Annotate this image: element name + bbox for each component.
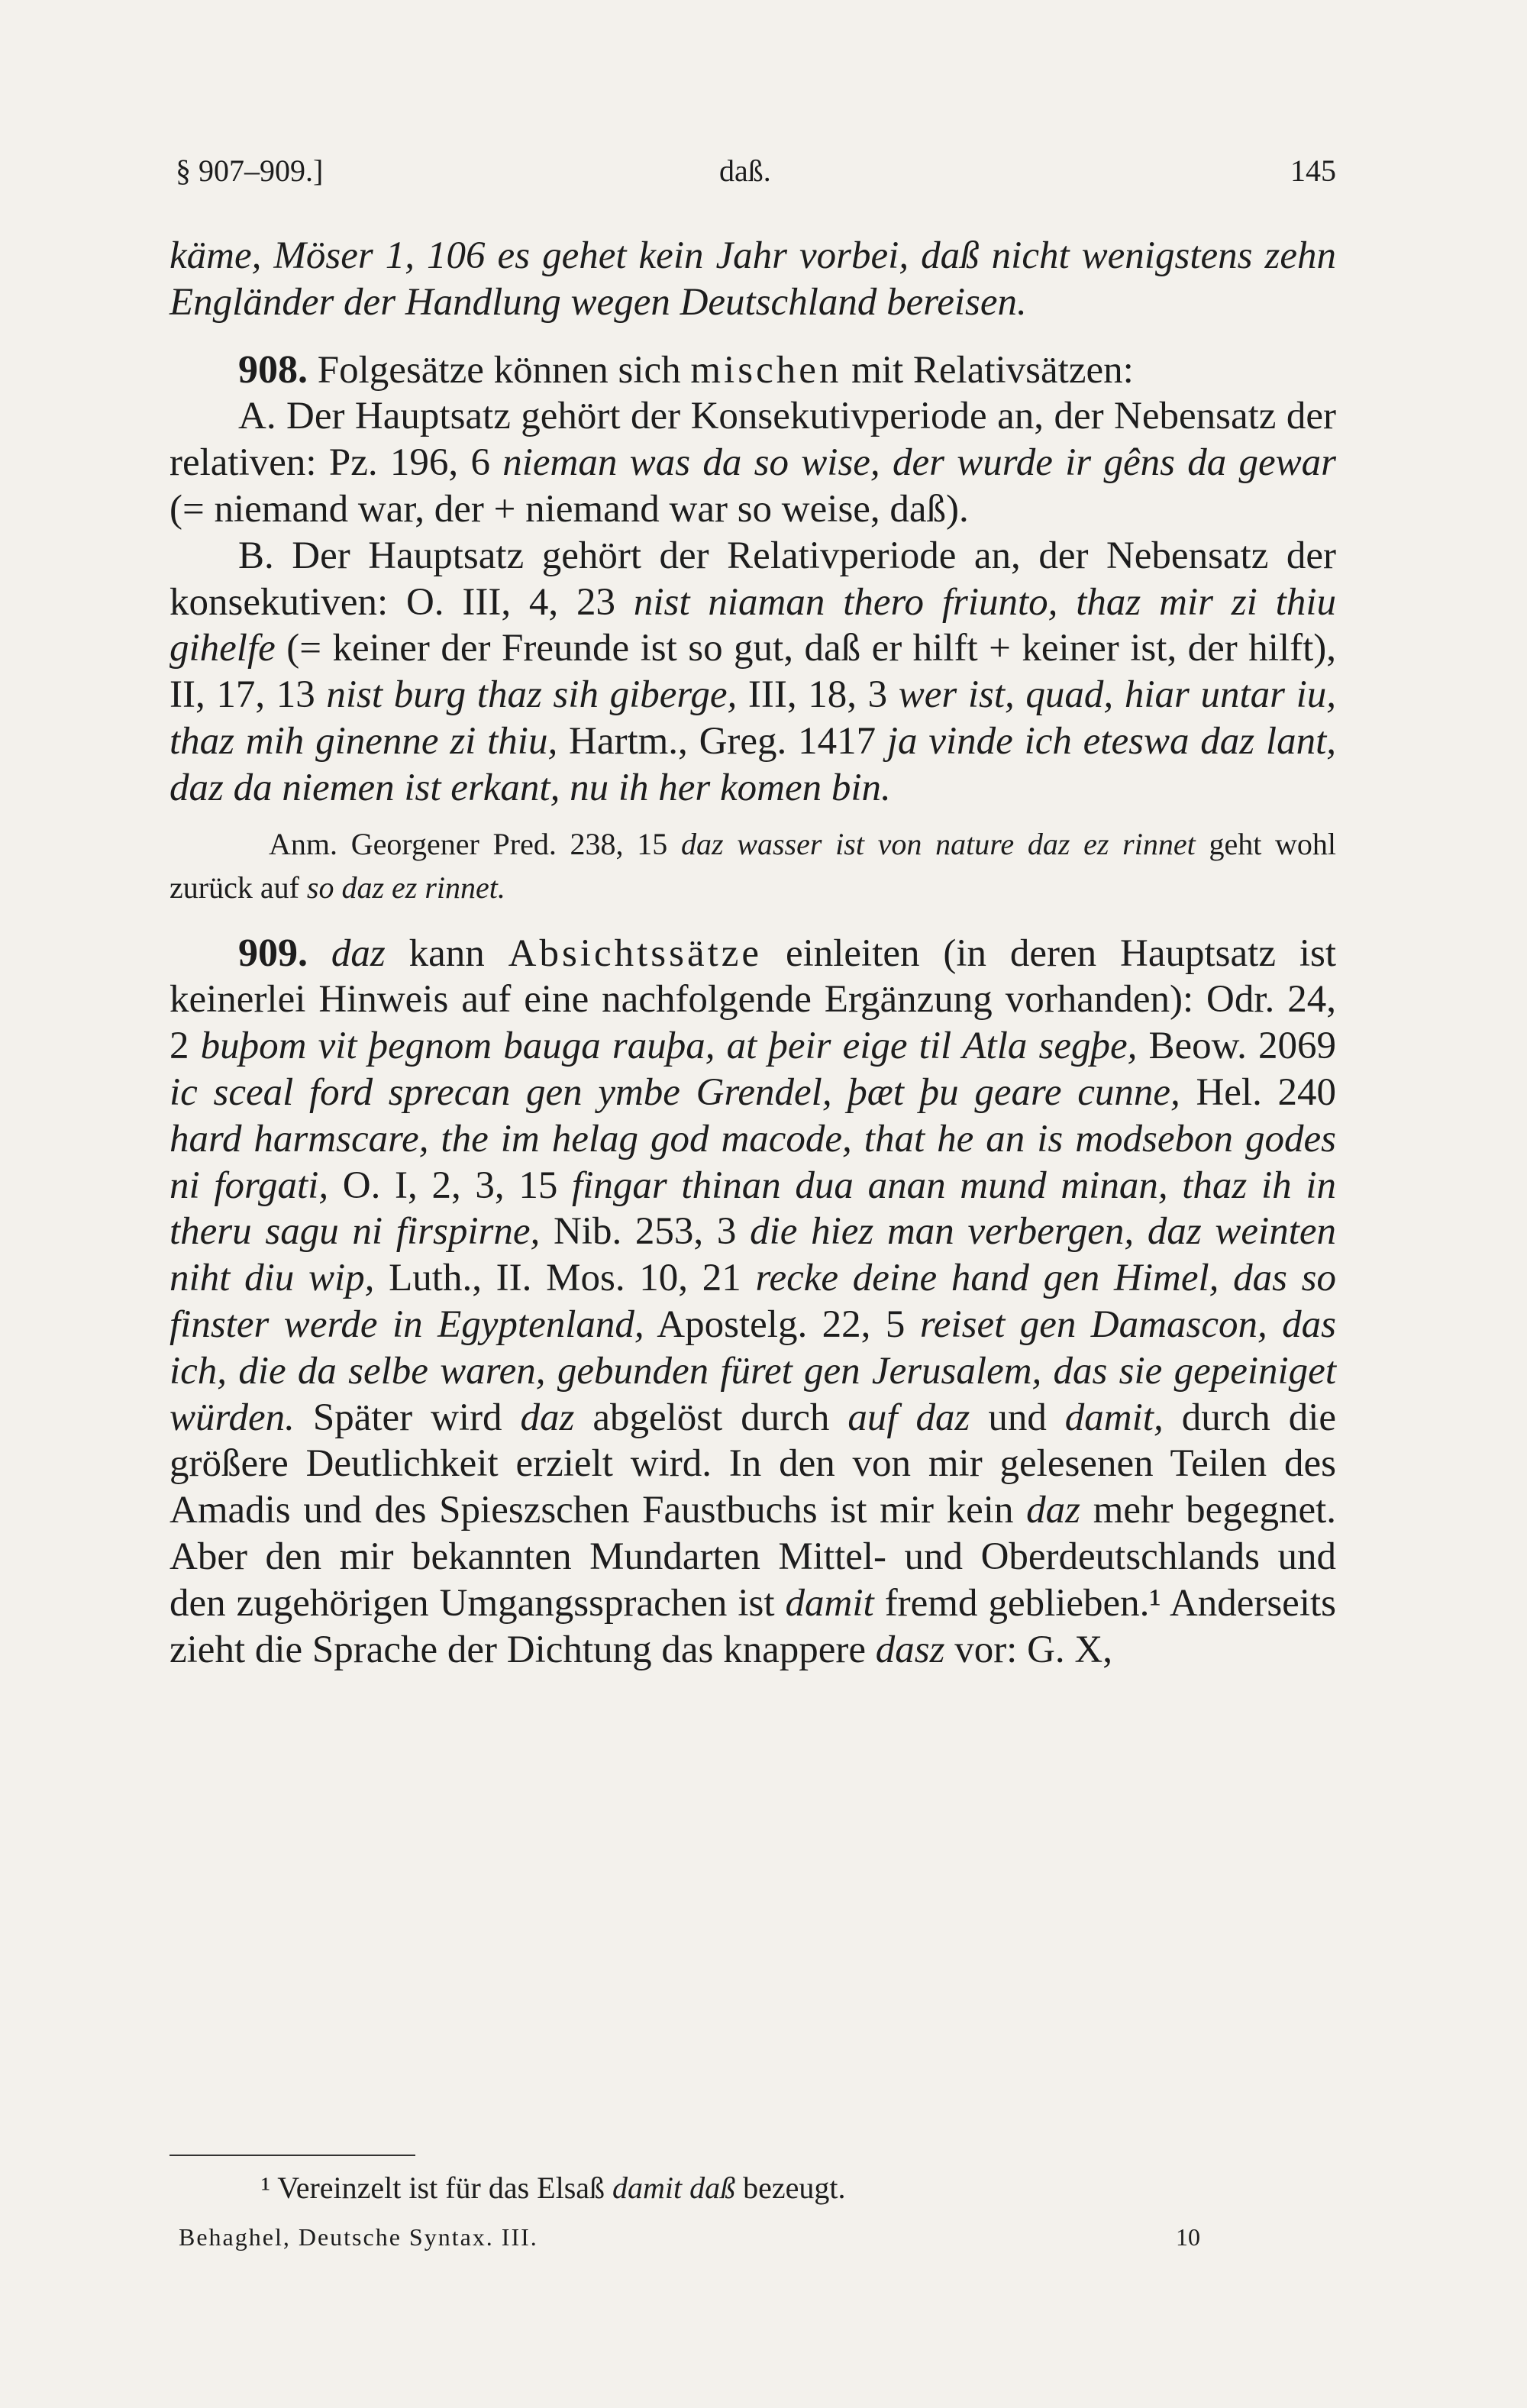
- sheet-number: 10: [1176, 2223, 1200, 2251]
- quote-span: die hiez man verbergen, daz weinten niht diu wip,: [169, 1210, 1337, 1300]
- text-span: fremd geblieben.¹ Anderseits zieht die Sprache der Dichtung das knappere: [169, 1581, 1337, 1671]
- quote-span: ja vinde ich eteswa daz lant, daz da niemen ist erkant, nu ih her komen bin.: [169, 719, 1336, 809]
- quote-span: buþom vit þegnom bauga rauþa, at þeir eige til Atla segþe,: [200, 1025, 1138, 1068]
- paragraph-908: [169, 347, 1336, 394]
- paragraph-908-a: [169, 393, 1336, 532]
- running-head-keyword: daß.: [719, 153, 771, 188]
- quote-span: wer ist, quad, hiar untar iu, thaz mih ginenne zi thiu,: [169, 673, 1337, 763]
- text-span: B. Der Hauptsatz gehört der Relativperiode an, der Nebensatz der konsekutiven: O. III, 4, 23: [169, 534, 1336, 624]
- text-span: Beow. 2069: [1148, 1025, 1337, 1068]
- quote-span: so daz ez rinnet.: [306, 870, 505, 905]
- text-span: Hartm., Greg. 1417: [569, 719, 876, 763]
- spaced-emphasis: mischen: [690, 348, 842, 392]
- text-span: kann: [408, 931, 485, 975]
- spaced-emphasis: Absichtssätze: [508, 931, 763, 975]
- printer-signature: [169, 2223, 1336, 2261]
- text-span: bezeugt.: [743, 2171, 846, 2205]
- paragraph-907-continuation: [169, 233, 1336, 326]
- quote-span: hard harmscare, the im helag god macode, that he an is modsebon godes ni forgati,: [169, 1117, 1336, 1207]
- text-span: abgelöst durch: [592, 1396, 830, 1439]
- text-span: geht wohl zurück auf: [169, 826, 1337, 905]
- section-number-908: 908.: [238, 347, 308, 392]
- quote-span: nist burg thaz sih giberge,: [326, 673, 738, 717]
- section-number-909: 909.: [238, 931, 308, 975]
- text-span: O. I, 2, 3, 15: [342, 1164, 558, 1207]
- signature-label: Behaghel, Deutsche Syntax. III.: [179, 2223, 538, 2251]
- quote-span: recke deine hand gen Himel, das so finster werde in Egyptenland,: [169, 1257, 1337, 1346]
- annotation-note: [169, 822, 1336, 909]
- quote-span: damit,: [1064, 1396, 1164, 1439]
- quote-span: nist niaman thero friunto, thaz mir zi thiu gihelfe: [169, 580, 1336, 670]
- text-span: vor: G. X,: [954, 1628, 1113, 1671]
- quote-span: dasz: [875, 1628, 945, 1671]
- paragraph-909: [169, 931, 1336, 1674]
- text-span: mit Relativsätzen:: [851, 348, 1134, 392]
- quote-span: ic sceal ford sprecan gen ymbe Grendel, þæt þu geare cunne,: [169, 1070, 1180, 1114]
- quote-span: damit daß: [612, 2171, 736, 2205]
- text-span: (= keiner der Freunde ist so gut, daß er hilft + keiner ist, der hilft), II, 17, 13: [169, 627, 1336, 717]
- page-number: 145: [1290, 153, 1336, 188]
- text-span: (= niemand war, der + niemand war so weise, daß).: [169, 487, 969, 531]
- paragraph-908-b: [169, 533, 1336, 812]
- quote-span: daz: [520, 1396, 575, 1439]
- text-span: Hel. 240: [1196, 1070, 1337, 1114]
- text-span: und: [988, 1396, 1047, 1439]
- text-span: Apostelg. 22, 5: [657, 1302, 906, 1346]
- quote-span: reiset gen Damascon, das ich, die da selbe waren, gebunden füret gen Jerusalem, das sie gepeiniget würden.: [169, 1302, 1337, 1439]
- quote-span: nieman was da so wise, der wurde ir gêns da gewar: [502, 441, 1337, 485]
- text-span: einleiten (in deren Hauptsatz ist keinerlei Hinweis auf eine nachfolgende Ergänzung vorhanden): Odr. 24, 2: [169, 931, 1337, 1068]
- quote-span: daz wasser ist von nature daz ez rinnet: [681, 826, 1196, 861]
- text-span: III, 18, 3: [747, 673, 888, 717]
- quote-span: damit: [785, 1581, 874, 1625]
- text-span: käme, Möser 1, 106 es gehet kein Jahr vorbei, daß nicht wenigstens zehn Engländer der Handlung wegen Deutschland bereisen.: [169, 234, 1336, 324]
- text-span: durch die größere Deutlichkeit erzielt wird. In den von mir gelesenen Teilen des Amadis und des Spieszschen Faustbuchs ist mir kein: [169, 1396, 1337, 1532]
- text-span: mehr begegnet. Aber den mir bekannten Mundarten Mittel- und Oberdeutschlands und den zugehörigen Umgangssprachen ist: [169, 1489, 1337, 1625]
- footnote-rule: [169, 2155, 415, 2156]
- text-span: Folgesätze können sich: [317, 348, 681, 392]
- quote-span: auf daz: [847, 1396, 970, 1439]
- running-head: [176, 153, 1336, 199]
- quote-span: fingar thinan dua anan mund minan, thaz ih in theru sagu ni firspirne,: [169, 1164, 1336, 1254]
- quote-span: daz: [331, 931, 386, 975]
- text-span: A. Der Hauptsatz gehört der Konsekutivperiode an, der Nebensatz der relativen: Pz. 196, 6: [169, 395, 1336, 485]
- quote-span: daz: [1026, 1489, 1081, 1532]
- section-range: § 907–909.]: [176, 153, 324, 188]
- text-span: Luth., II. Mos. 10, 21: [389, 1257, 741, 1300]
- text-span: Nib. 253, 3: [553, 1210, 737, 1254]
- footnote: [169, 2167, 1336, 2209]
- text-span: Später wird: [312, 1396, 502, 1439]
- page-body: [169, 233, 1336, 1673]
- text-span: ¹ Vereinzelt ist für das Elsaß: [261, 2171, 605, 2205]
- text-span: Anm. Georgener Pred. 238, 15: [269, 826, 668, 861]
